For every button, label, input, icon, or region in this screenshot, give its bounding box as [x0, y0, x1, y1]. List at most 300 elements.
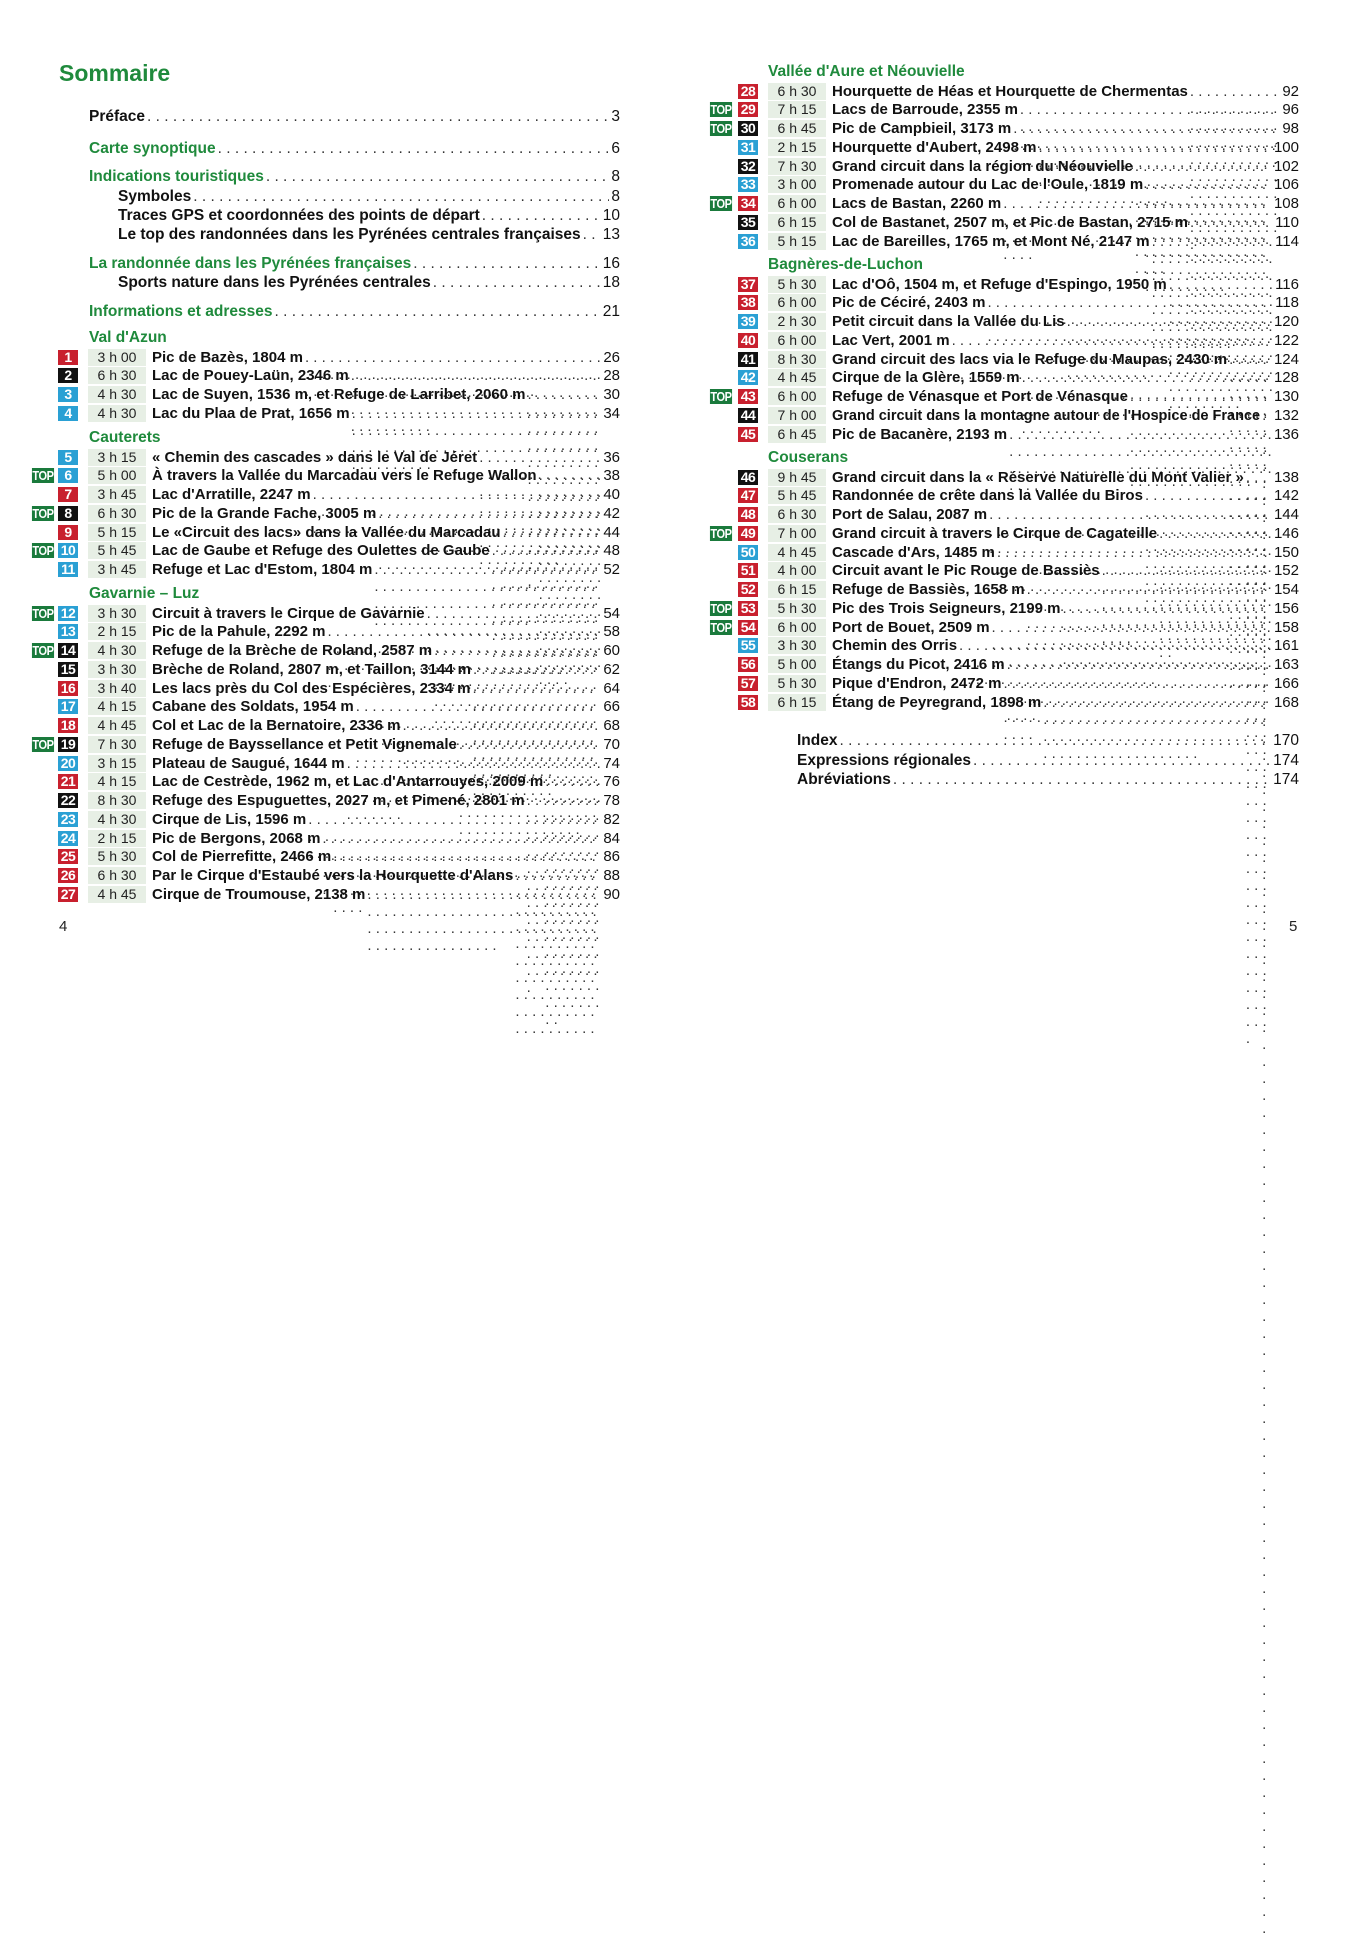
route-title: Pic de Bazès, 1804 m: [152, 348, 303, 366]
route-title: Randonnée de crête dans la Vallée du Biros: [832, 487, 1143, 505]
route-title: Circuit à travers le Cirque de Gavarnie: [152, 604, 425, 622]
toc-entry[interactable]: [797, 752, 1299, 770]
route-number-badge: 13: [58, 624, 78, 639]
route-title: Pic de Bacanère, 2193 m: [832, 425, 1008, 443]
left-page: [0, 0, 680, 969]
route-duration: 6 h 45: [768, 426, 826, 443]
route-page: 34: [603, 404, 620, 422]
route-title: Promenade autour du Lac de l'Oule, 1819 m: [832, 176, 1144, 194]
toc-entry-page: 8: [611, 168, 620, 185]
route-number-badge: 55: [738, 638, 758, 653]
top-badge: TOP: [32, 505, 54, 521]
route-duration: 6 h 30: [768, 83, 826, 100]
dot-leader: [413, 255, 601, 273]
route-number-badge: 12: [58, 606, 78, 621]
toc-entry-label: Abréviations: [797, 771, 891, 788]
route-duration: 2 h 15: [88, 623, 146, 640]
toc-entry-label: Préface: [89, 108, 146, 125]
route-title: Refuge et Lac d'Estom, 1804 m: [152, 561, 373, 578]
route-page: 74: [603, 754, 620, 772]
route-number-badge: 50: [738, 545, 758, 560]
route-page: 154: [1273, 581, 1299, 598]
route-page: 168: [1273, 693, 1299, 711]
route-page: 158: [1273, 618, 1299, 636]
route-title: Plateau de Saugué, 1644 m: [152, 754, 345, 772]
route-duration: 6 h 30: [88, 867, 146, 884]
route-number-badge: 28: [738, 84, 758, 99]
route-title: Chemin des Orris: [832, 637, 958, 655]
route-number-badge: 3: [58, 387, 78, 402]
route-number-badge: 11: [58, 562, 78, 577]
toc-entry-label: La randonnée dans les Pyrénées françaises: [89, 255, 412, 272]
route-page: 58: [603, 623, 620, 641]
route-title: Circuit avant le Pic Rouge de Bassiès: [832, 562, 1100, 580]
route-page: 30: [603, 386, 620, 403]
route-duration: 7 h 30: [88, 736, 146, 753]
route-duration: 4 h 30: [88, 811, 146, 828]
route-title: Brèche de Roland, 2807 m, et Taillon, 3144 m: [152, 660, 472, 678]
route-page: 166: [1273, 674, 1299, 692]
route-number-badge: 20: [58, 756, 78, 771]
route-title: Cirque de Lis, 1596 m: [152, 810, 307, 828]
toc-entry-page: 6: [611, 140, 620, 157]
route-page: 84: [603, 829, 620, 847]
route-number-badge: 51: [738, 563, 758, 578]
route-number-badge: 35: [738, 215, 758, 230]
route-page: 42: [603, 504, 620, 522]
route-title: Cascade d'Ars, 1485 m: [832, 543, 995, 561]
route-number-badge: 56: [738, 657, 758, 672]
dot-leader: [973, 752, 1271, 770]
route-number-badge: 49: [738, 526, 758, 541]
top-badge: TOP: [710, 196, 732, 211]
route-title: Lac de Pouey-Laün, 2346 m: [152, 367, 349, 385]
route-page: 150: [1273, 543, 1299, 561]
route-number-badge: 57: [738, 676, 758, 691]
route-number-badge: 18: [58, 718, 78, 733]
top-badge: TOP: [710, 619, 732, 635]
route-duration: 5 h 45: [768, 487, 826, 504]
dot-leader: [274, 303, 600, 321]
route-number-badge: 21: [58, 774, 78, 789]
route-page: 54: [603, 604, 620, 622]
route-page: 100: [1273, 138, 1299, 156]
route-page: 96: [1282, 101, 1299, 119]
route-number-badge: 26: [58, 868, 78, 883]
route-title: Étang de Peyregrand, 1898 m: [832, 693, 1042, 711]
dot-leader: [839, 732, 1271, 750]
route-title: Pic des Trois Seigneurs, 2199 m: [832, 599, 1061, 617]
route-page: 144: [1273, 506, 1299, 523]
route-title: Par le Cirque d'Estaubé vers la Hourquette d'Alans: [152, 867, 514, 884]
route-page: 92: [1282, 82, 1299, 100]
route-duration: 6 h 30: [88, 505, 146, 522]
route-page: 110: [1275, 213, 1299, 231]
top-badge: TOP: [32, 643, 54, 658]
route-page: 128: [1273, 369, 1299, 387]
route-number-badge: 30: [738, 121, 758, 136]
dot-leader: [433, 274, 601, 292]
route-duration: 4 h 45: [768, 369, 826, 386]
route-title: Lac d'Oô, 1504 m, et Refuge d'Espingo, 1950 m: [832, 275, 1167, 293]
route-page: 156: [1273, 599, 1299, 617]
page-number-left: 4: [59, 918, 68, 935]
route-duration: 5 h 30: [768, 675, 826, 692]
route-duration: 7 h 30: [768, 158, 826, 175]
route-duration: 5 h 15: [88, 524, 146, 541]
route-title: Hourquette de Héas et Hourquette de Chermentas: [832, 82, 1188, 100]
top-badge: TOP: [710, 389, 732, 404]
route-number-badge: 47: [738, 488, 758, 503]
route-page: 52: [603, 561, 620, 578]
route-page: 36: [603, 448, 620, 466]
route-duration: 5 h 30: [768, 276, 826, 293]
route-number-badge: 48: [738, 507, 758, 522]
route-duration: 3 h 30: [88, 605, 146, 622]
toc-entry-label: Traces GPS et coordonnées des points de départ: [118, 207, 480, 224]
route-page: 68: [603, 717, 620, 734]
route-page: 161: [1273, 637, 1299, 655]
route-title: Le «Circuit des lacs» dans la Vallée du Marcadau: [152, 523, 501, 541]
section-heading: Vallée d'Aure et Néouvielle: [768, 63, 965, 80]
route-number-badge: 39: [738, 314, 758, 329]
route-number-badge: 36: [738, 234, 758, 249]
route-number-badge: 16: [58, 681, 78, 696]
route-number-badge: 43: [738, 389, 758, 404]
route-duration: 4 h 00: [768, 562, 826, 579]
section-heading: Val d'Azun: [89, 329, 167, 346]
route-title: Grand circuit à travers le Cirque de Cagateille: [832, 524, 1158, 542]
route-duration: 3 h 30: [768, 637, 826, 654]
route-number-badge: 31: [738, 140, 758, 155]
route-number-badge: 46: [738, 470, 758, 485]
route-title: Refuge de Vénasque et Port de Vénasque: [832, 388, 1128, 405]
toc-entry-page: 174: [1273, 771, 1299, 788]
route-page: 120: [1273, 313, 1299, 330]
route-duration: 4 h 15: [88, 773, 146, 790]
route-number-badge: 1: [58, 350, 78, 365]
route-duration: 6 h 30: [768, 506, 826, 523]
toc-entry[interactable]: [89, 255, 620, 273]
route-title: Pic de Campbieil, 3173 m: [832, 120, 1012, 137]
route-title: Cabane des Soldats, 1954 m: [152, 698, 354, 716]
route-title: Petit circuit dans la Vallée du Lis: [832, 313, 1065, 330]
route-number-badge: 38: [738, 295, 758, 310]
route-title: Lac de Cestrède, 1962 m, et Lac d'Antarrouyes, 2009 m: [152, 773, 544, 791]
route-duration: 2 h 15: [88, 830, 146, 847]
route-page: 62: [603, 660, 620, 678]
toc-entry[interactable]: [797, 732, 1299, 750]
route-duration: 5 h 15: [768, 233, 826, 250]
route-page: 98: [1282, 120, 1299, 137]
top-badge: TOP: [710, 600, 732, 616]
route-number-badge: 44: [738, 408, 758, 423]
route-page: 64: [603, 679, 620, 697]
route-duration: 3 h 15: [88, 449, 146, 466]
route-duration: 4 h 30: [88, 405, 146, 422]
route-number-badge: 24: [58, 831, 78, 846]
route-title: Refuge des Espuguettes, 2027 m, et Pimené, 2801 m: [152, 792, 525, 809]
route-duration: 6 h 45: [768, 120, 826, 137]
route-title: Col et Lac de la Bernatoire, 2336 m: [152, 717, 401, 734]
route-title: Grand circuit dans la montagne autour de l'Hospice de France: [832, 407, 1261, 424]
route-title: Cirque de Troumouse, 2138 m: [152, 885, 366, 903]
route-duration: 8 h 30: [768, 351, 826, 368]
route-number-badge: 34: [738, 196, 758, 211]
route-page: 136: [1273, 425, 1299, 443]
route-number-badge: 4: [58, 406, 78, 421]
route-title: Pic de Céciré, 2403 m: [832, 294, 986, 312]
route-page: 108: [1273, 195, 1299, 212]
toc-entry-label: Informations et adresses: [89, 303, 273, 320]
route-title: Hourquette d'Aubert, 2498 m: [832, 138, 1037, 156]
toc-entry-page: 16: [602, 255, 620, 272]
route-title: Pic de la Pahule, 2292 m: [152, 623, 326, 641]
route-number-badge: 37: [738, 277, 758, 292]
toc-entry-page: 18: [602, 274, 620, 291]
route-number-badge: 15: [58, 662, 78, 677]
route-title: Refuge de la Brèche de Roland, 2587 m: [152, 642, 433, 659]
route-duration: 7 h 00: [768, 407, 826, 424]
route-page: 130: [1273, 388, 1299, 405]
route-number-badge: 45: [738, 427, 758, 442]
toc-entry[interactable]: [89, 140, 620, 158]
route-number-badge: 25: [58, 849, 78, 864]
route-duration: 4 h 30: [88, 386, 146, 403]
route-duration: 6 h 00: [768, 619, 826, 636]
route-duration: 9 h 45: [768, 469, 826, 486]
route-title: Pic de Bergons, 2068 m: [152, 829, 321, 847]
route-title: Col de Bastanet, 2507 m, et Pic de Bastan, 2715 m: [832, 213, 1188, 231]
route-number-badge: 17: [58, 699, 78, 714]
route-duration: 4 h 30: [88, 642, 146, 659]
route-page: 86: [603, 848, 620, 866]
route-number-badge: 6: [58, 468, 78, 483]
route-page: 116: [1275, 275, 1299, 293]
route-page: 28: [603, 367, 620, 385]
route-number-badge: 29: [738, 102, 758, 117]
top-badge: TOP: [32, 543, 54, 559]
route-page: 163: [1273, 656, 1299, 673]
top-badge: TOP: [710, 102, 732, 118]
toc-entry[interactable]: [89, 303, 620, 321]
route-title: Refuge de Bayssellance et Petit Vignemale: [152, 735, 457, 753]
toc-entry[interactable]: [118, 207, 620, 225]
route-duration: 3 h 00: [768, 176, 826, 193]
route-duration: 4 h 45: [88, 717, 146, 734]
toc-entry[interactable]: [89, 168, 620, 186]
section-heading: Gavarnie – Luz: [89, 585, 200, 602]
toc-entry-page: 21: [602, 303, 620, 320]
route-page: 114: [1275, 232, 1299, 250]
route-duration: 5 h 00: [88, 467, 146, 484]
route-duration: 6 h 00: [768, 294, 826, 311]
route-page: 60: [603, 642, 620, 659]
route-duration: 6 h 00: [768, 195, 826, 212]
route-title: Refuge de Bassiès, 1658 m: [832, 581, 1025, 598]
right-page: [680, 0, 1359, 969]
route-duration: 6 h 00: [768, 332, 826, 349]
top-badge: TOP: [32, 736, 54, 752]
route-duration: 5 h 00: [768, 656, 826, 673]
top-badge: TOP: [710, 121, 732, 136]
route-title-line: [152, 886, 620, 954]
route-duration: 3 h 45: [88, 486, 146, 503]
route-number-badge: 5: [58, 450, 78, 465]
toc-entry-label: Sports nature dans les Pyrénées centrales: [118, 274, 431, 291]
route-duration: 6 h 30: [88, 367, 146, 384]
route-page: 118: [1275, 294, 1299, 312]
route-duration: 3 h 45: [88, 561, 146, 578]
route-duration: 3 h 30: [88, 661, 146, 678]
route-page: 138: [1273, 468, 1299, 486]
route-duration: 2 h 30: [768, 313, 826, 330]
route-duration: 6 h 00: [768, 388, 826, 405]
route-page: 38: [603, 467, 620, 485]
route-title: Étangs du Picot, 2416 m: [832, 656, 1005, 673]
route-title: Port de Salau, 2087 m: [832, 506, 988, 523]
dot-leader: [367, 886, 601, 954]
toc-entry-page: 10: [602, 207, 620, 224]
route-number-badge: 52: [738, 582, 758, 597]
route-duration: 3 h 00: [88, 349, 146, 366]
route-title: Grand circuit des lacs via le Refuge du Maupas, 2430 m: [832, 350, 1228, 368]
route-title: Lacs de Barroude, 2355 m: [832, 101, 1018, 119]
dot-leader: [193, 188, 609, 206]
route-page: 124: [1273, 350, 1299, 368]
route-title: Col de Pierrefitte, 2466 m: [152, 848, 332, 866]
toc-entry-page: 8: [611, 188, 620, 205]
route-page: 106: [1273, 176, 1299, 194]
route-number-badge: 2: [58, 368, 78, 383]
route-number-badge: 22: [58, 793, 78, 808]
route-page: 152: [1273, 562, 1299, 580]
toc-entry[interactable]: [89, 108, 620, 126]
toc-entry-page: 13: [602, 226, 620, 243]
route-title: Grand circuit dans la région du Néouvielle: [832, 157, 1133, 175]
route-number-badge: 41: [738, 352, 758, 367]
route-number-badge: 53: [738, 601, 758, 616]
route-page: 146: [1273, 524, 1299, 542]
toc-entry-page: 3: [611, 108, 620, 125]
route-title: À travers la Vallée du Marcadau vers le Refuge Wallon: [152, 467, 537, 485]
route-duration: 4 h 45: [88, 886, 146, 903]
route-number-badge: 9: [58, 525, 78, 540]
route-duration: 8 h 30: [88, 792, 146, 809]
section-heading: Couserans: [768, 449, 849, 466]
route-number-badge: 23: [58, 812, 78, 827]
route-duration: 3 h 40: [88, 680, 146, 697]
toc-entry-label: Carte synoptique: [89, 140, 216, 157]
toc-entry-label: Le top des randonnées dans les Pyrénées centrales françaises: [118, 226, 581, 243]
route-duration: 5 h 30: [768, 600, 826, 617]
route-number-badge: 7: [58, 487, 78, 502]
section-heading: Cauterets: [89, 429, 161, 446]
route-page: 78: [603, 792, 620, 809]
route-title: Pic de la Grande Fache, 3005 m: [152, 504, 377, 522]
route-title: Lac de Gaube et Refuge des Oulettes de Gaube: [152, 542, 490, 560]
toc-entry[interactable]: [118, 274, 620, 292]
route-page: 44: [603, 523, 620, 541]
route-title: Lac Vert, 2001 m: [832, 331, 950, 349]
route-title: Lac du Plaa de Prat, 1656 m: [152, 404, 350, 422]
route-title: Les lacs près du Col des Espécières, 2334 m: [152, 679, 471, 697]
route-duration: 5 h 30: [88, 848, 146, 865]
route-page: 40: [603, 486, 620, 503]
dot-leader: [218, 140, 610, 158]
route-page: 76: [603, 773, 620, 791]
top-badge: TOP: [710, 525, 732, 541]
route-page: 26: [603, 348, 620, 366]
dot-leader: [583, 226, 601, 244]
route-number-badge: 40: [738, 333, 758, 348]
route-page: 88: [603, 867, 620, 884]
route-page: 142: [1273, 487, 1299, 505]
toc-entry-label: Index: [797, 732, 838, 749]
toc-entry-page: 174: [1273, 752, 1299, 769]
route-number-badge: 33: [738, 177, 758, 192]
route-duration: 6 h 15: [768, 581, 826, 598]
route-title: « Chemin des cascades » dans le Val de Jéret: [152, 448, 478, 466]
toc-entry[interactable]: [797, 771, 1299, 789]
dot-leader: [147, 108, 609, 126]
route-duration: 7 h 15: [768, 101, 826, 118]
route-page: 66: [603, 698, 620, 716]
route-duration: 3 h 15: [88, 755, 146, 772]
route-duration: 6 h 15: [768, 694, 826, 711]
route-duration: 4 h 15: [88, 698, 146, 715]
route-duration: 7 h 00: [768, 525, 826, 542]
route-duration: 5 h 45: [88, 542, 146, 559]
toc-entry[interactable]: [118, 226, 620, 244]
route-page: 70: [603, 735, 620, 753]
route-duration: 4 h 45: [768, 544, 826, 561]
route-title: Lacs de Bastan, 2260 m: [832, 195, 1002, 212]
route-title: Port de Bouet, 2509 m: [832, 618, 990, 636]
toc-entry-label: Expressions régionales: [797, 752, 972, 769]
route-page: 122: [1273, 331, 1299, 349]
route-number-badge: 58: [738, 695, 758, 710]
route-page: 48: [603, 542, 620, 560]
route-number-badge: 42: [738, 370, 758, 385]
route-number-badge: 10: [58, 543, 78, 558]
dot-leader: [893, 771, 1271, 789]
route-number-badge: 8: [58, 506, 78, 521]
dot-leader: [482, 207, 601, 225]
route-title: Lac de Bareilles, 1765 m, et Mont Né, 2147 m: [832, 232, 1150, 250]
route-number-badge: 32: [738, 159, 758, 174]
route-number-badge: 54: [738, 620, 758, 635]
toc-entry-label: Indications touristiques: [89, 168, 264, 185]
route-title: Lac d'Arratille, 2247 m: [152, 486, 311, 503]
route-title: Grand circuit dans la « Réserve Naturelle du Mont Valier »: [832, 468, 1244, 486]
route-title: Cirque de la Glère, 1559 m: [832, 369, 1020, 387]
page-title: Sommaire: [59, 60, 171, 86]
page-number-right: 5: [1289, 918, 1298, 935]
toc-entry-page: 170: [1273, 732, 1299, 749]
route-page: 132: [1273, 406, 1299, 424]
route-number-badge: 19: [58, 737, 78, 752]
route-duration: 2 h 15: [768, 139, 826, 156]
section-heading: Bagnères-de-Luchon: [768, 256, 924, 273]
top-badge: TOP: [32, 468, 54, 484]
toc-entry[interactable]: [118, 188, 620, 206]
dot-leader: [266, 168, 610, 186]
route-title: Pique d'Endron, 2472 m: [832, 674, 1002, 692]
route-page: 102: [1273, 157, 1299, 175]
route-title: Lac de Suyen, 1536 m, et Refuge de Larribet, 2060 m: [152, 386, 526, 403]
route-number-badge: 14: [58, 643, 78, 658]
